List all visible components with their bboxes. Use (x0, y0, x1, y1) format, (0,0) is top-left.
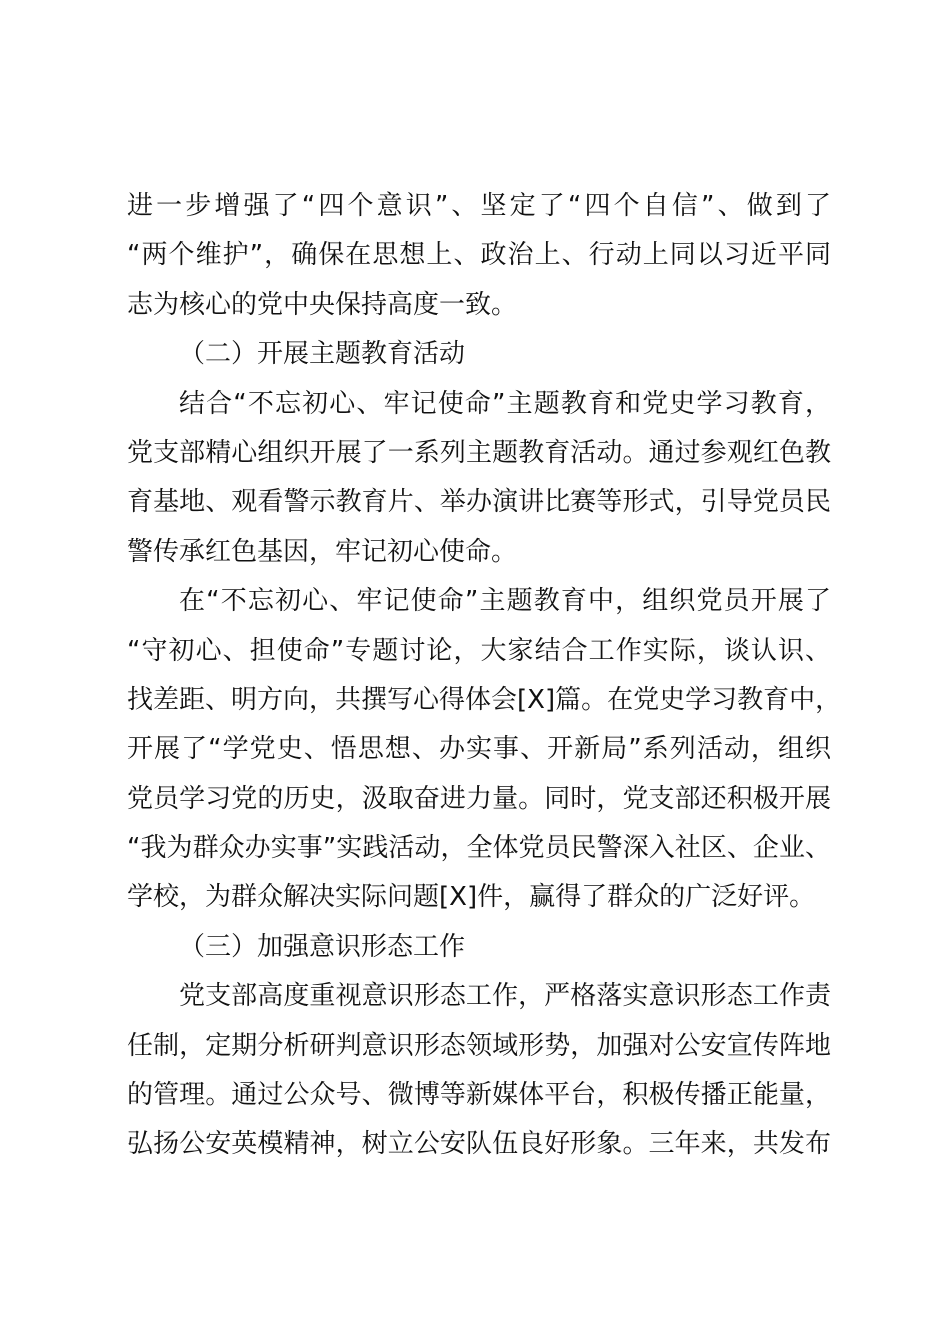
text-line: 任制，定期分析研判意识形态领域形势，加强对公安宣传阵地 (127, 1030, 831, 1061)
text-line: “我为群众办实事”实践活动，全体党员民警深入社区、企业、 (127, 833, 831, 864)
document-body (127, 182, 842, 1170)
text-line: 的管理。通过公众号、微博等新媒体平台，积极传播正能量， (127, 1080, 831, 1111)
text-line: 找差距、明方向，共撰写心得体会[X]篇。在党史学习教育中， (127, 684, 842, 715)
text-line: 党支部精心组织开展了一系列主题教育活动。通过参观红色教 (127, 437, 831, 468)
text-line: 弘扬公安英模精神，树立公安队伍良好形象。三年来，共发布 (127, 1129, 831, 1160)
text-line: 党支部高度重视意识形态工作，严格落实意识形态工作责 (179, 981, 831, 1012)
text-line: 学校，为群众解决实际问题[X]件，赢得了群众的广泛好评。 (127, 882, 816, 913)
text-line: 党员学习党的历史，汲取奋进力量。同时，党支部还积极开展 (127, 783, 831, 814)
text-line: 开展了“学党史、悟思想、办实事、开新局”系列活动，组织 (127, 734, 831, 765)
text-line: （二）开展主题教育活动 (179, 339, 466, 370)
text-line: 结合“不忘初心、牢记使命”主题教育和党史学习教育， (179, 388, 831, 419)
text-line: “守初心、担使命”专题讨论，大家结合工作实际，谈认识、 (127, 635, 831, 666)
text-line: 育基地、观看警示教育片、举办演讲比赛等形式，引导党员民 (127, 487, 831, 518)
text-line: 在“不忘初心、牢记使命”主题教育中，组织党员开展了 (179, 586, 831, 617)
text-line: 进一步增强了“四个意识”、坚定了“四个自信”、做到了 (127, 191, 831, 221)
text-line: 警传承红色基因，牢记初心使命。 (127, 536, 518, 567)
text-line: 志为核心的党中央保持高度一致。 (127, 289, 518, 320)
text-line: （三）加强意识形态工作 (179, 931, 466, 962)
text-line: “两个维护”，确保在思想上、政治上、行动上同以习近平同 (127, 240, 831, 271)
